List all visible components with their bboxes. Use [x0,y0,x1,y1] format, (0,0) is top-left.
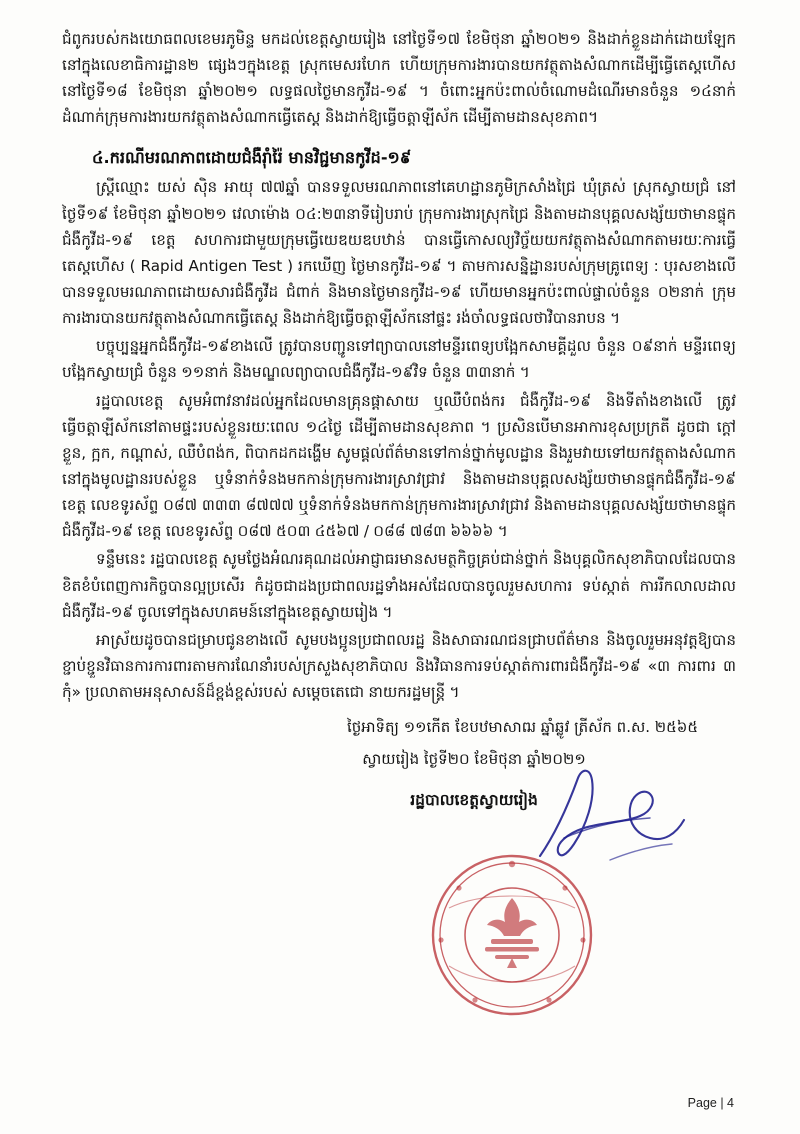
paragraph-5: ទន្ទឹមនេះ រដ្ឋបាលខេត្ត សូមថ្លែងអំណរគុណដល់អាជ្ញាធរមានសមត្ថកិច្ចគ្រប់ជាន់ថ្នាក់ និងបុគ្គលិកសុខាភិបាលដែលបានខិតខំបំពេញការកិច្ចបានល្អប្រសើរ កំដូចជាដងប្រជាពលរដ្ឋទាំងអស់ដែលបានចូលរួមសហការ ទប់ស្កាត់ ការរីកលាលដាលជំងឺកូវីដ-១៩ ចូលទៅក្នុងសហគមន៍នៅក្នុងខេត្តស្វាយរៀង ។ [62,550,736,621]
paragraph-6: អាស្រ័យដូចបានជម្រាបជូនខាងលើ សូមបងប្អូនប្រជាពលរដ្ឋ និងសាធារណជនជ្រាបព័ត៌មាន និងចូលរួមអនុវត្តឱ្យបានខ្ជាប់ខ្ជួនវិធានការការពារតាមការណែនាំរបស់ក្រសួងសុខាភិបាល និងវិធានការទប់ស្កាត់ការពារជំងឺកូវីដ-១៩ «៣ ការពារ ៣ កុំ» ប្រលាតាមអនុសាសន៍ដ៏ខ្ពង់ខ្ពស់របស់ សម្តេចតេជោ នាយករដ្ឋមន្ត្រី ។ [62,630,736,702]
signer-title: រដ្ឋបាលខេត្តស្វាយរៀង [410,791,538,810]
paragraph-3: បច្ចុប្បន្នអ្នកជំងឺកូវីដ-១៩ខាងលើ ត្រូវបានបញ្ជូនទៅព្យាបាលនៅមន្ទីរពេទ្យបង្អែកសាមគ្គីដួល ចំនួន ០៩នាក់ មន្ទីរពេទ្យបង្អែកស្វាយជ្រំ ចំនួន ១១នាក់ និងមណ្ឌលព្យាបាលជំងឺកូវីដ-១៩វិទ ចំនួន ៣៣នាក់ ។ [62,337,736,382]
paragraph-1: ជំពូករបស់កងយោធពលខេមរភូមិន្ទ មកដល់ខេត្តស្វាយរៀង នៅថ្ងៃទី១៧ ខែមិថុនា ឆ្នាំ២០២១ និងដាក់ខ្លួនដាក់ដោយឡែកនៅក្នុងលេខាធិការដ្ឋាន២ ផ្សេងៗក្នុងខេត្ត ស្រុកមេសរហែក ហើយក្រុមការងារបានយកវត្ថុតាងសំណាកដើម្បីធ្វើតេស្តហើសនៅថ្ងៃទី១៨ ខែមិថុនា ឆ្នាំ២០២១ លទ្ធផលថ្ងៃមានកូវីដ-១៩ ។ ចំពោះអ្នកប៉ះពាល់ចំណោមដំណើរមានចំនួន ១៤នាក់ ដំណាក់ក្រុមការងារយកវត្ថុតាងសំណាកធ្វើតេស្ត និងដាក់ឱ្យធ្វើចត្តាឡីស័ក ដើម្បីតាមដានសុខភាព។ [62,30,736,127]
page-number: Page | 4 [687,1096,734,1110]
buddhist-date-line: ថ្ងៃអាទិត្យ ១១កើត ខែបឋមាសាឍ ឆ្នាំឆ្លូវ ត្រីស័ក ព.ស. ២៥៦៥ [346,718,698,737]
place-date-line: ស្វាយរៀង ថ្ងៃទី២០ ខែមិថុនា ឆ្នាំ២០២១ [362,749,586,768]
official-seal [425,848,600,1023]
paragraph-2: ស្ត្រីឈ្មោះ យស់ ស៊ិន អាយុ ៧៧ឆ្នាំ បានទទួលមរណភាពនៅគេហដ្ឋានភូមិក្រសាំងជ្រៃ ឃុំត្រស់ ស្រុកស្វាយជ្រំ នៅថ្ងៃទី១៩ ខែមិថុនា ឆ្នាំ២០២១ វេលាម៉ោង ០៤:២៣នាទីរៀបរាប់ ក្រុមការងារស្រុកជ្រៃ និងតាមដានបុគ្គលសង្ស័យថាមានផ្ទុកជំងឺកូវីដ-១៩ ខេត្ត សហការជាមួយក្រុមធ្វើយេឌយឌបឋាន់ បានធ្វើកោសល្យវិច្ច័យយកវត្ថុតាងសំណាកតាមរយៈការធ្វើតេស្តហើស ( Rapid Antigen Test ) រកឃើញ ថ្ងៃមានកូវីដ-១៩ ។ តាមការសន្និដ្ឋានរបស់ក្រុមគ្រូពេទ្យ : បុរសខាងលើបានទទួលមរណភាពដោយសារជំងឺកូវីដ ជំពាក់ និងមានថ្ងៃមានកូវីដ-១៩ ហើយមានអ្នកប៉ះពាល់ផ្ទាល់ចំនួន ០២នាក់ ក្រុមការងារបានយកវត្ថុតាងសំណាកធ្វើតេស្ត និងដាក់ឱ្យធ្វើចត្តាឡីស័កនៅផ្ទះ រង់ចាំលទ្ធផលថាវិបានរាបន ។ [62,178,736,328]
document-body [62,26,736,813]
paragraph-4: រដ្ឋបាលខេត្ត សូមអំពាវនាវដល់អ្នកដែលមានគ្រុនផ្តាសាយ ឬឈឺបំពង់ករ ជំងឺកូវីដ-១៩ និងទីតាំងខាងលើ ត្រូវធ្វើចត្តាឡីស័កនៅតាមផ្ទះរបស់ខ្លួនរយៈពេល ១៤ថ្ងៃ ដើម្បីតាមដានសុខភាព ។ ប្រសិនបើមានអាការខុសប្រក្រតី ដូចជា ក្តៅខ្លួន, ក្អក, កណ្តាស់, ឈឺបំពង់ក, ពិបាកដកដង្ហើម សូមផ្តល់ព័ត៌មានទៅកាន់ថ្នាក់មូលដ្ឋាន និងរួមវាយទៅយកវត្ថុតាងសំណាកនៅក្នុងមូលដ្ឋានរបស់ខ្លួន ឬទំនាក់ទំនងមកកាន់ក្រុមការងារស្រាវជ្រាវ និងតាមដានបុគ្គលសង្ស័យថាមានផ្ទុកជំងឺកូវីដ-១៩ ខេត្ត លេខទូរស័ព្ទ ០៨៧ ៣៣៣ ៨៧៧៧ ឬទំនាក់ទំនងមកកាន់ក្រុមការងារស្រាវជ្រាវ និងតាមដានបុគ្គលសង្ស័យថាមានផ្ទុកជំងឺកូវីដ-១៩ ខេត្ត លេខទូរស័ព្ទ ០៨៧ ៥០៣ ៤៥៦៧ / ០៨៨ ៧៨៣ ៦៦៦៦ ។ [62,391,736,541]
section-heading-4: ៤.ករណីមរណភាពដោយជំងឺរ៉ាំរ៉ៃ មានវិជ្ជមានកូវីដ-១៩ [92,147,412,167]
